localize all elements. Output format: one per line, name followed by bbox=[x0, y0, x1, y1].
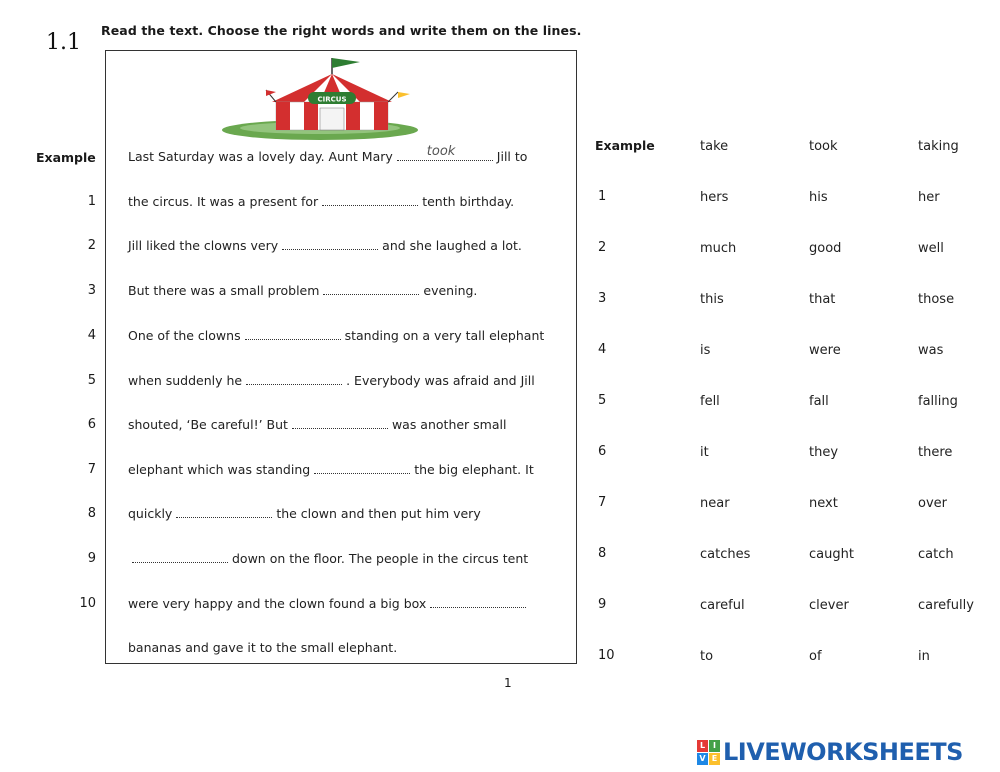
choice-option: fall bbox=[809, 394, 829, 409]
story-line bbox=[128, 551, 528, 566]
story-line bbox=[128, 462, 534, 477]
story-text-before: One of the clowns bbox=[128, 328, 241, 343]
story-line-number: 7 bbox=[87, 462, 96, 477]
choice-option: careful bbox=[700, 598, 745, 613]
choice-option: there bbox=[918, 445, 953, 460]
choices-example-label: Example bbox=[595, 138, 655, 153]
story-text-after: the clown and then put him very bbox=[276, 506, 481, 521]
choice-row-number: 9 bbox=[598, 597, 607, 612]
story-text-before: shouted, ‘Be careful!’ But bbox=[128, 417, 288, 432]
answer-blank[interactable] bbox=[430, 597, 526, 608]
choice-option: taking bbox=[918, 139, 959, 154]
choice-option: is bbox=[700, 343, 711, 358]
choice-option: much bbox=[700, 241, 737, 256]
choice-option: over bbox=[918, 496, 947, 511]
choice-option: were bbox=[809, 343, 841, 358]
tent-sign-text: CIRCUS bbox=[317, 95, 347, 104]
story-line bbox=[128, 373, 535, 388]
story-line-number: 2 bbox=[87, 238, 96, 253]
choice-option: took bbox=[809, 139, 838, 154]
choice-row-number: 8 bbox=[598, 546, 607, 561]
story-line bbox=[128, 194, 514, 209]
choice-option: carefully bbox=[918, 598, 974, 613]
story-line-number: 8 bbox=[87, 506, 96, 521]
choice-option: those bbox=[918, 292, 955, 307]
story-text-before: Jill liked the clowns very bbox=[128, 238, 279, 253]
story-text-after: the big elephant. It bbox=[414, 462, 534, 477]
logo-letter: V bbox=[697, 753, 708, 765]
choice-option: was bbox=[918, 343, 944, 358]
answer-blank[interactable] bbox=[132, 552, 228, 563]
liveworksheets-logo bbox=[697, 738, 963, 766]
story-text-after: was another small bbox=[391, 417, 507, 432]
story-line bbox=[128, 283, 477, 298]
story-text-after: tenth birthday. bbox=[422, 194, 515, 209]
choice-row-number: 10 bbox=[598, 648, 615, 663]
choice-option: this bbox=[700, 292, 724, 307]
story-line-number: 9 bbox=[87, 551, 96, 566]
story-text-before: were very happy and the clown found a big box bbox=[128, 596, 427, 611]
choice-option: to bbox=[700, 649, 714, 664]
answer-blank[interactable] bbox=[246, 374, 342, 385]
choice-row-number: 2 bbox=[598, 240, 607, 255]
choice-option: it bbox=[700, 445, 709, 460]
story-text-after: and she laughed a lot. bbox=[382, 238, 522, 253]
answer-blank[interactable] bbox=[397, 144, 493, 161]
choice-row-number: 5 bbox=[598, 393, 607, 408]
story-text-before: when suddenly he bbox=[128, 373, 243, 388]
logo-letter: E bbox=[709, 753, 720, 765]
story-line bbox=[128, 640, 397, 655]
story-text-before: quickly bbox=[128, 506, 173, 521]
choice-option: well bbox=[918, 241, 944, 256]
choice-row-number: 7 bbox=[598, 495, 607, 510]
choice-option: that bbox=[809, 292, 836, 307]
story-box bbox=[105, 50, 577, 664]
answer-blank[interactable] bbox=[292, 418, 388, 429]
choice-row-number: 6 bbox=[598, 444, 607, 459]
story-text-after: . Everybody was afraid and Jill bbox=[346, 373, 535, 388]
choice-option: clever bbox=[809, 598, 849, 613]
choice-option: fell bbox=[700, 394, 720, 409]
choice-option: next bbox=[809, 496, 838, 511]
story-text-after: down on the floor. The people in the circus tent bbox=[232, 551, 529, 566]
choice-option: hers bbox=[700, 190, 729, 205]
instruction-text: Read the text. Choose the right words and write them on the lines. bbox=[101, 23, 582, 38]
choice-option: her bbox=[918, 190, 940, 205]
choice-option: catch bbox=[918, 547, 954, 562]
story-text-after: evening. bbox=[423, 283, 478, 298]
story-line-number: 5 bbox=[87, 373, 96, 388]
story-line-number: 10 bbox=[79, 596, 96, 611]
choice-option: near bbox=[700, 496, 730, 511]
choice-row-number: 3 bbox=[598, 291, 607, 306]
story-text-before: But there was a small problem bbox=[128, 283, 320, 298]
choice-row-number: 4 bbox=[598, 342, 607, 357]
choice-option: in bbox=[918, 649, 930, 664]
section-number: 1.1 bbox=[46, 30, 81, 55]
story-text-before: bananas and gave it to the small elephant. bbox=[128, 640, 398, 655]
story-text-before: Last Saturday was a lovely day. Aunt Mary bbox=[128, 149, 393, 164]
story-line bbox=[128, 328, 544, 343]
circus-tent-illustration bbox=[220, 54, 420, 140]
example-answer: took bbox=[426, 144, 456, 159]
logo-mark-icon bbox=[697, 740, 720, 765]
choice-option: good bbox=[809, 241, 842, 256]
choice-option: caught bbox=[809, 547, 854, 562]
story-line-number: 3 bbox=[87, 283, 96, 298]
choice-option: falling bbox=[918, 394, 958, 409]
story-text-before: elephant which was standing bbox=[128, 462, 311, 477]
story-line bbox=[128, 506, 481, 521]
answer-blank[interactable] bbox=[322, 195, 418, 206]
answer-blank[interactable] bbox=[314, 463, 410, 474]
example-label: Example bbox=[36, 150, 96, 165]
story-line bbox=[128, 144, 528, 164]
logo-letter: I bbox=[709, 740, 720, 752]
logo-text: LIVEWORKSHEETS bbox=[723, 738, 963, 766]
story-line-number: 6 bbox=[87, 417, 96, 432]
story-line-number: 4 bbox=[87, 328, 96, 343]
answer-blank[interactable] bbox=[282, 239, 378, 250]
choice-option: his bbox=[809, 190, 828, 205]
answer-blank[interactable] bbox=[323, 284, 419, 295]
story-line bbox=[128, 596, 530, 611]
answer-blank[interactable] bbox=[176, 507, 272, 518]
answer-blank[interactable] bbox=[245, 329, 341, 340]
story-line bbox=[128, 238, 522, 253]
story-text-after: Jill to bbox=[496, 149, 528, 164]
story-text-after: standing on a very tall elephant bbox=[344, 328, 545, 343]
choice-row-number: 1 bbox=[598, 189, 607, 204]
story-line bbox=[128, 417, 506, 432]
story-line-number: 1 bbox=[87, 194, 96, 209]
choice-option: they bbox=[809, 445, 839, 460]
story-text-before: the circus. It was a present for bbox=[128, 194, 319, 209]
page-number: 1 bbox=[504, 676, 512, 690]
choice-option: take bbox=[700, 139, 729, 154]
choice-option: of bbox=[809, 649, 822, 664]
choice-option: catches bbox=[700, 547, 751, 562]
logo-letter: L bbox=[697, 740, 708, 752]
